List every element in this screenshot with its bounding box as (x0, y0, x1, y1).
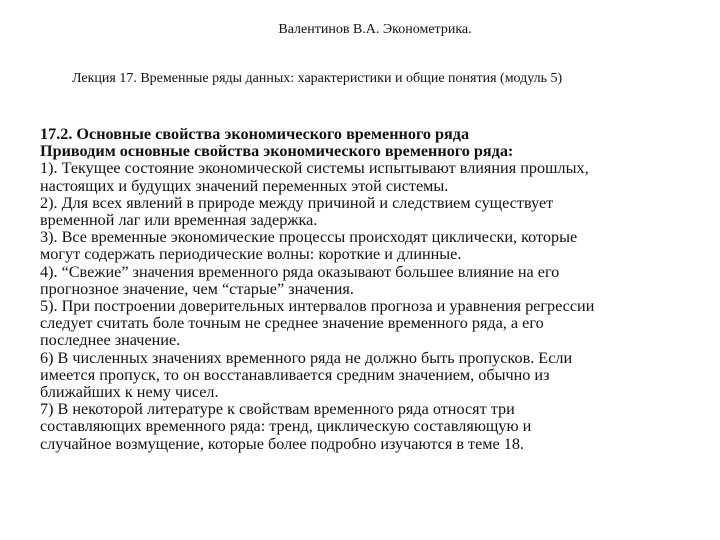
text-line: случайное возмущение, которые более подробно изучаются в теме 18. (40, 434, 524, 453)
properties-list (40, 160, 594, 452)
text-line: 4). “Свежие” значения временного ряда оказывают большее влияние на его (40, 262, 560, 281)
text-line: 1). Текущее состояние экономической системы испытывают влияния прошлых, (40, 159, 589, 178)
header-author-title: Валентинов В.А. Эконометрика. (278, 22, 472, 37)
section-title: 17.2. Основные свойства экономического временного ряда (40, 125, 470, 143)
header-lecture-title: Лекция 17. Временные ряды данных: характеристики и общие понятия (модуль 5) (72, 71, 563, 86)
text-line: прогнозное значение, чем “старые” значения. (40, 279, 354, 298)
text-line: настоящих и будущих значений переменных этой системы. (40, 176, 449, 195)
intro-text: Приводим основные свойства экономического временного ряда: (40, 142, 514, 161)
text-line: 6) В численных значениях временного ряда не должно быть пропусков. Если (40, 348, 573, 367)
text-line: могут содержать периодические волны: короткие и длинные. (40, 245, 462, 264)
text-line: 5). При построении доверительных интервалов прогноза и уравнения регрессии (40, 297, 595, 316)
text-line: 2). Для всех явлений в природе между причиной и следствием существует (40, 193, 554, 212)
text-line: следует считать боле точным не среднее значение временного ряда, а его (40, 314, 544, 333)
text-line: последнее значение. (40, 331, 181, 350)
text-line: 3). Все временные экономические процессы происходят циклически, которые (40, 228, 578, 247)
text-line: имеется пропуск, то он восстанавливается средним значением, обычно из (40, 365, 550, 384)
text-line: 7) В некоторой литературе к свойствам временного ряда относят три (40, 400, 515, 419)
text-line: ближайших к нему чисел. (40, 383, 219, 402)
text-line: временной лаг или временная задержка. (40, 211, 318, 230)
document-body (40, 126, 594, 453)
text-line: составляющих временного ряда: тренд, циклическую составляющую и (40, 417, 532, 436)
